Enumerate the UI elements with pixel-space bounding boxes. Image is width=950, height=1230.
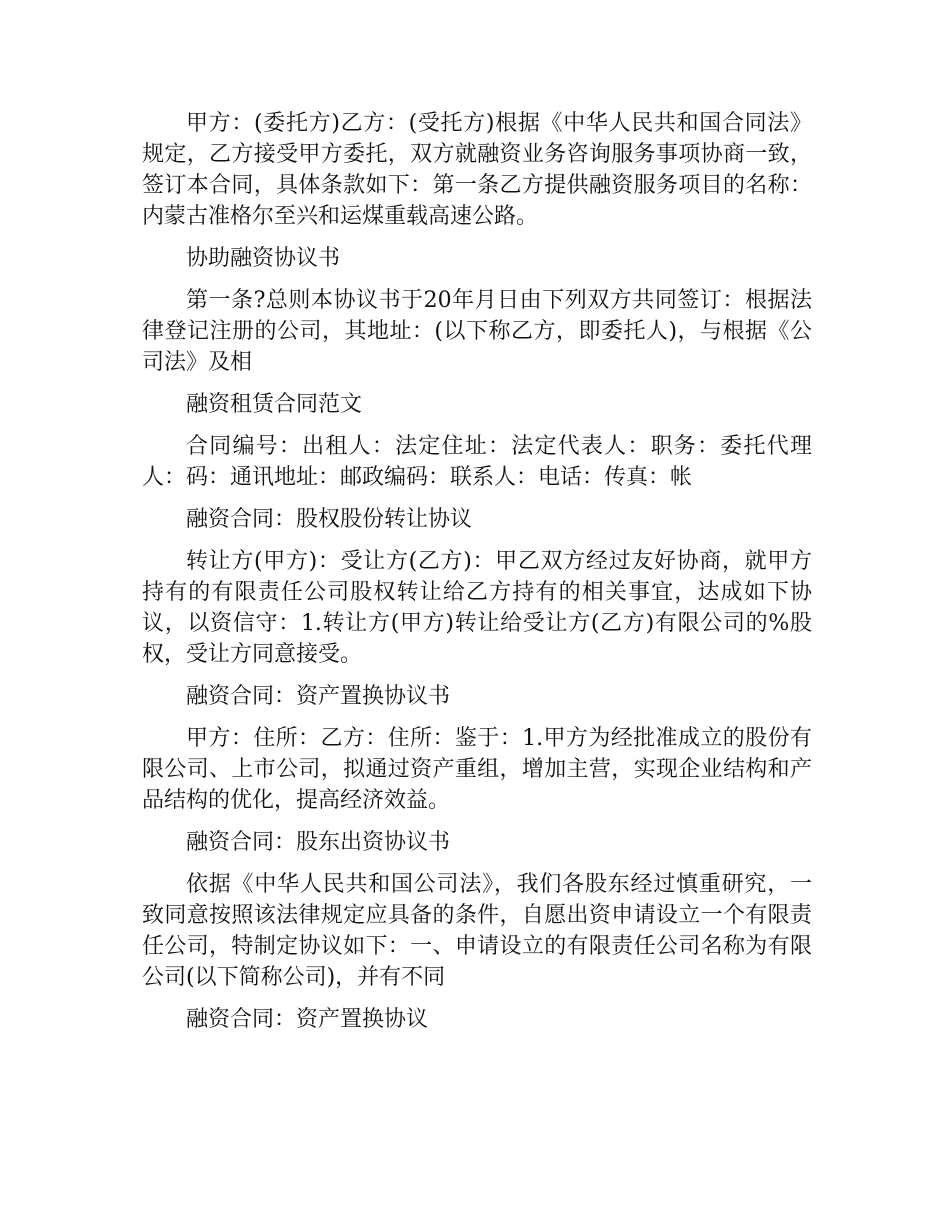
document-page: [142, 108, 812, 1046]
section-heading-asset-swap-book: 融资合同：资产置换协议书: [186, 684, 451, 709]
section-heading-asset-swap: 融资合同：资产置换协议: [186, 1007, 429, 1032]
section-heading-equity-transfer: 融资合同：股权股份转让协议: [186, 507, 473, 532]
assist-financing-paragraph: 第一条?总则本协议书于20年月日由下列双方共同签订：根据法律登记注册的公司，其地址：(以下称乙方，即委托人)，与根据《公司法》及相: [142, 288, 812, 375]
shareholder-contribution-paragraph: 依据《中华人民共和国公司法》，我们各股东经过慎重研究，一致同意按照该法律规定应具备的条件，自愿出资申请设立一个有限责任公司，特制定协议如下：一、申请设立的有限责任公司名称为有限公司(以下简称公司)，并有不同: [142, 872, 812, 990]
intro-paragraph: 甲方：(委托方)乙方：(受托方)根据《中华人民共和国合同法》规定，乙方接受甲方委托，双方就融资业务咨询服务事项协商一致，签订本合同，具体条款如下：第一条乙方提供融资服务项目的名称：内蒙古准格尔至兴和运煤重载高速公路。: [142, 111, 812, 229]
asset-swap-paragraph: 甲方：住所：乙方：住所：鉴于：1.甲方为经批准成立的股份有限公司、上市公司，拟通过资产重组，增加主营，实现企业结构和产品结构的优化，提高经济效益。: [142, 726, 812, 813]
section-heading-assist-financing: 协助融资协议书: [186, 246, 341, 271]
equity-transfer-paragraph: 转让方(甲方)：受让方(乙方)：甲乙双方经过友好协商，就甲方持有的有限责任公司股权转让给乙方持有的相关事宜，达成如下协议，以资信守：1.转让方(甲方)转让给受让方(乙方)有限公司的%股权，受让方同意接受。: [142, 549, 812, 667]
lease-paragraph: 合同编号：出租人：法定住址：法定代表人：职务：委托代理人：码：通讯地址：邮政编码：联系人：电话：传真：帐: [142, 434, 812, 490]
section-heading-lease: 融资租赁合同范文: [186, 392, 363, 417]
section-heading-shareholder-contribution: 融资合同：股东出资协议书: [186, 830, 451, 855]
